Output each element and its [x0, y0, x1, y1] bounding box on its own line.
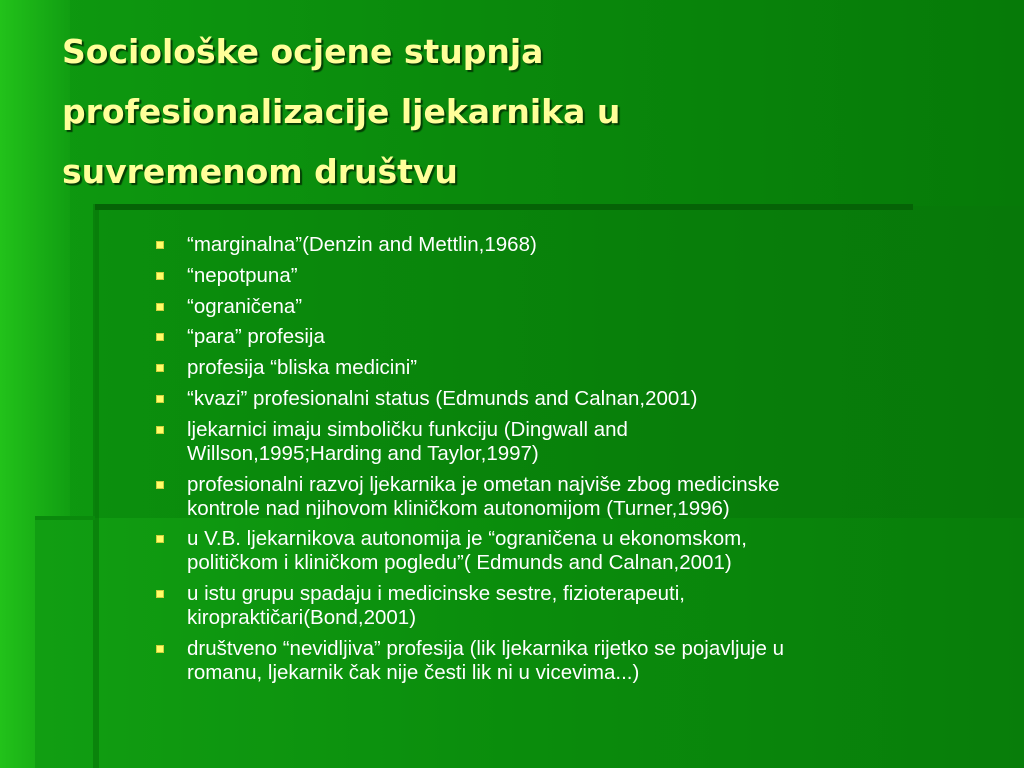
bullet-text: kontrole nad njihovom kliničkom autonomijom (Turner,1996) — [187, 496, 730, 520]
bullet-item — [155, 418, 985, 466]
bullet-text: “ograničena” — [187, 294, 303, 318]
square-bullet-icon — [156, 303, 164, 311]
bullet-item — [155, 356, 985, 380]
bullet-text: profesionalni razvoj ljekarnika je ometan najviše zbog medicinske — [187, 472, 780, 496]
slide-title — [62, 22, 962, 202]
bullet-item — [155, 387, 985, 411]
bullet-text: Willson,1995;Harding and Taylor,1997) — [187, 441, 539, 465]
bullet-text: u V.B. ljekarnikova autonomija je “ograničena u ekonomskom, — [187, 527, 747, 551]
bullet-item — [155, 637, 985, 685]
square-bullet-icon — [156, 364, 164, 372]
bullet-text: političkom i kliničkom pogledu”( Edmunds and Calnan,2001) — [187, 551, 732, 575]
bullet-item — [155, 527, 985, 575]
decorative-bar-top — [95, 204, 913, 210]
bullet-text: ljekarnici imaju simboličku funkciju (Dingwall and — [187, 417, 628, 441]
square-bullet-icon — [156, 645, 164, 653]
bullet-text: romanu, ljekarnik čak nije česti lik ni u vicevima...) — [187, 660, 640, 684]
square-bullet-icon — [156, 426, 164, 434]
bullet-text: u istu grupu spadaju i medicinske sestre, fizioterapeuti, — [187, 582, 685, 606]
slide-title-line: Sociološke ocjene stupnja — [62, 32, 544, 71]
bullet-text: “nepotpuna” — [187, 263, 298, 287]
bullet-item — [155, 233, 985, 257]
bullet-item — [155, 264, 985, 288]
bullet-item — [155, 325, 985, 349]
bullet-text: “kvazi” profesionalni status (Edmunds and Calnan,2001) — [187, 386, 698, 410]
square-bullet-icon — [156, 272, 164, 280]
bullet-item — [155, 473, 985, 521]
bullet-list — [155, 233, 985, 692]
square-bullet-icon — [156, 395, 164, 403]
square-bullet-icon — [156, 590, 164, 598]
slide-title-line: suvremenom društvu — [62, 152, 458, 191]
bullet-text: profesija “bliska medicini” — [187, 356, 418, 380]
square-bullet-icon — [156, 535, 164, 543]
decorative-bar-lower — [35, 516, 95, 520]
square-bullet-icon — [156, 481, 164, 489]
bullet-text: društveno “nevidljiva” profesija (lik ljekarnika rijetko se pojavljuje u — [187, 636, 785, 660]
bullet-text: kiropraktičari(Bond,2001) — [187, 606, 417, 630]
bullet-text: “para” profesija — [187, 325, 325, 349]
bullet-item — [155, 582, 985, 630]
bullet-text: “marginalna”(Denzin and Mettlin,1968) — [187, 233, 537, 256]
bullet-item — [155, 295, 985, 319]
decorative-bar-left — [93, 204, 99, 768]
square-bullet-icon — [156, 241, 164, 249]
slide-title-line: profesionalizacije ljekarnika u — [62, 92, 621, 131]
square-bullet-icon — [156, 333, 164, 341]
